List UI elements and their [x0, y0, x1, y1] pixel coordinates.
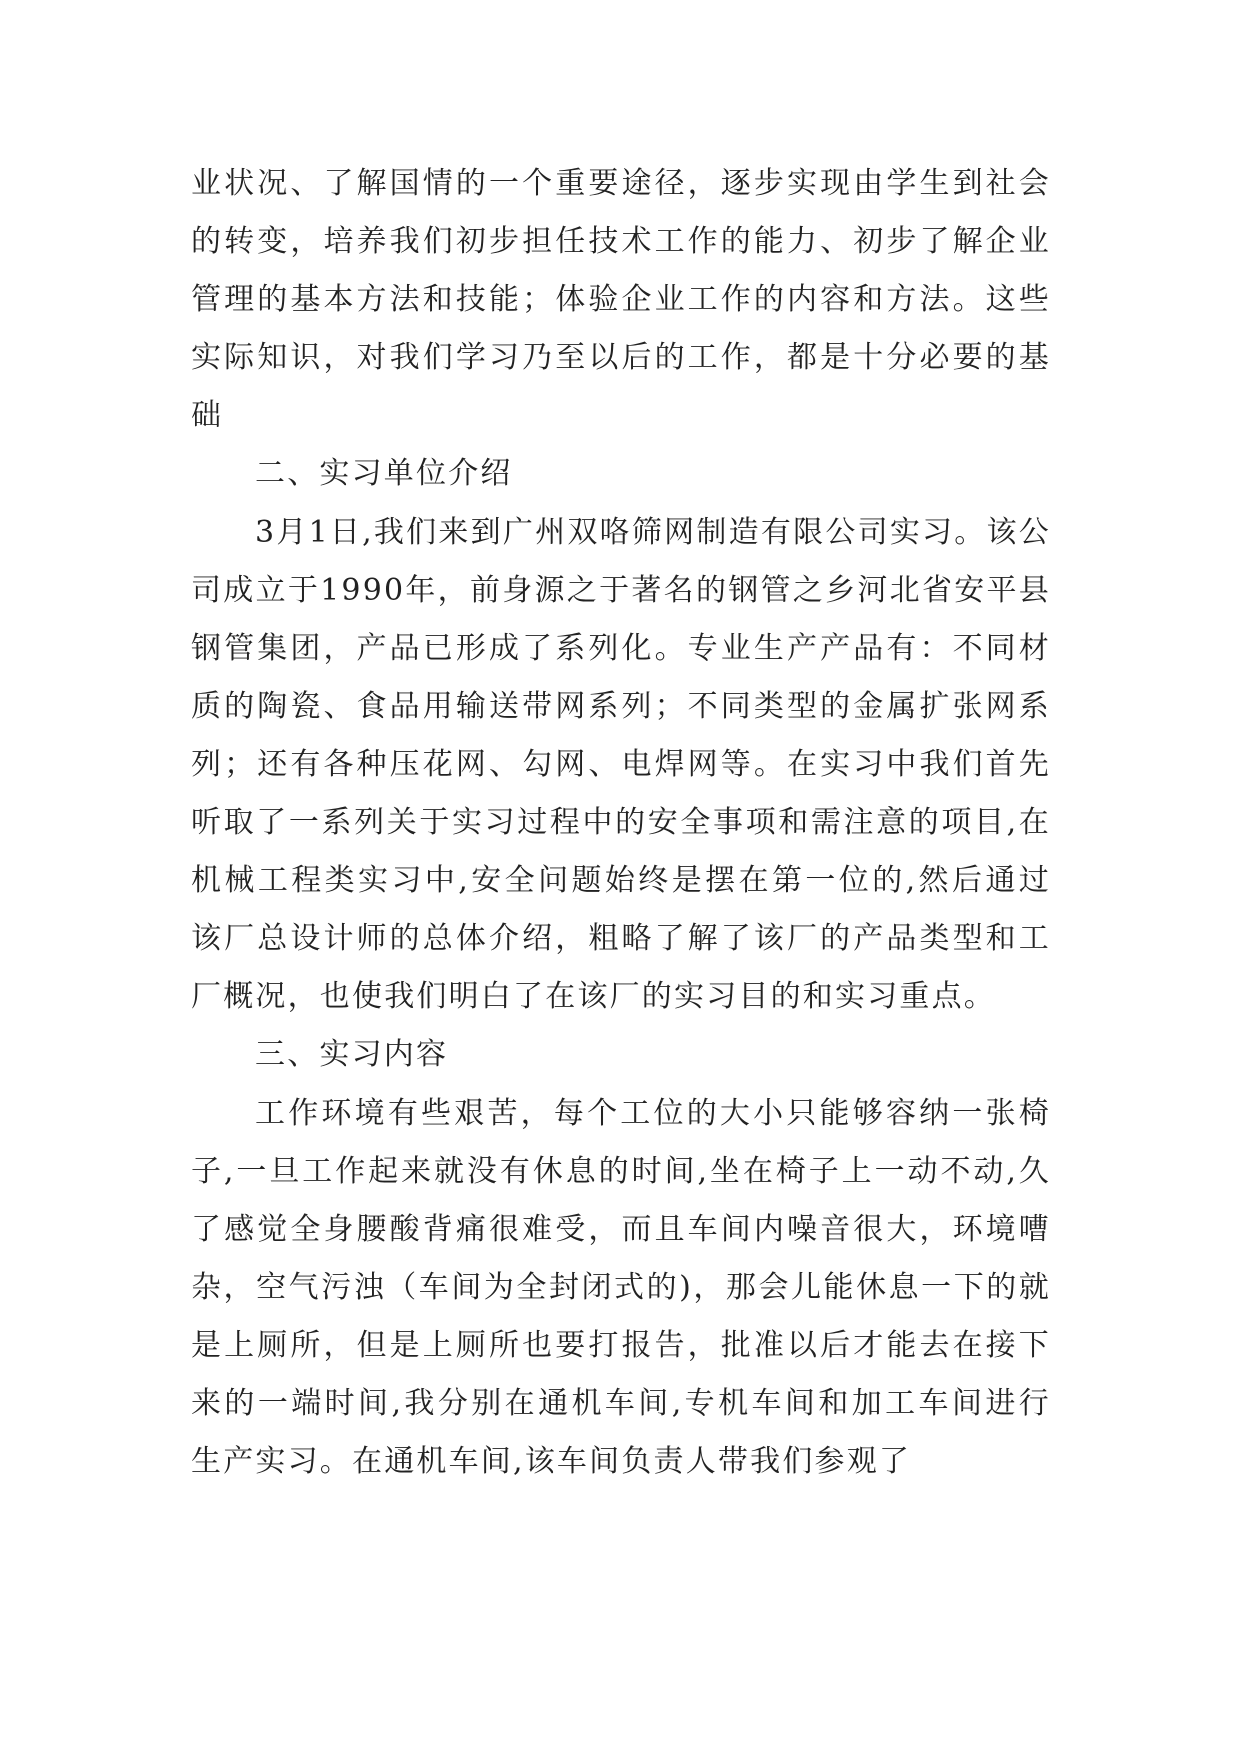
paragraph-intro-continued: 业状况、了解国情的一个重要途径，逐步实现由学生到社会的转变，培养我们初步担任技术工作的能力、初步了解企业管理的基本方法和技能；体验企业工作的内容和方法。这些实际知识，对我们学习乃至以后的工作，都是十分必要的基础 — [191, 166, 1051, 434]
section-heading-internship-content: 三、实习内容 — [255, 1037, 449, 1073]
section-heading-internship-unit: 二、实习单位介绍 — [255, 456, 513, 492]
paragraph-internship-unit: 3月1日,我们来到广州双咯筛网制造有限公司实习。该公司成立于1990年，前身源之于著名的钢管之乡河北省安平县钢管集团，产品已形成了系列化。专业生产产品有：不同材质的陶瓷、食品用输送带网系列；不同类型的金属扩张网系列；还有各种压花网、勾网、电焊网等。在实习中我们首先听取了一系列关于实习过程中的安全事项和需注意的项目,在机械工程类实习中,安全问题始终是摆在第一位的,然后通过该厂总设计师的总体介绍，粗略了解了该厂的产品类型和工厂概况，也使我们明白了在该厂的实习目的和实习重点。 — [191, 514, 1051, 1015]
paragraph-internship-content: 工作环境有些艰苦，每个工位的大小只能够容纳一张椅子,一旦工作起来就没有休息的时间,坐在椅子上一动不动,久了感觉全身腰酸背痛很难受，而且车间内噪音很大，环境嘈杂，空气污浊（车间为全封闭式的)，那会儿能休息一下的就是上厕所，但是上厕所也要打报告，批准以后才能去在接下来的一端时间,我分别在通机车间,专机车间和加工车间进行生产实习。在通机车间,该车间负责人带我们参观了 — [191, 1095, 1051, 1480]
document-body — [191, 155, 1051, 1491]
